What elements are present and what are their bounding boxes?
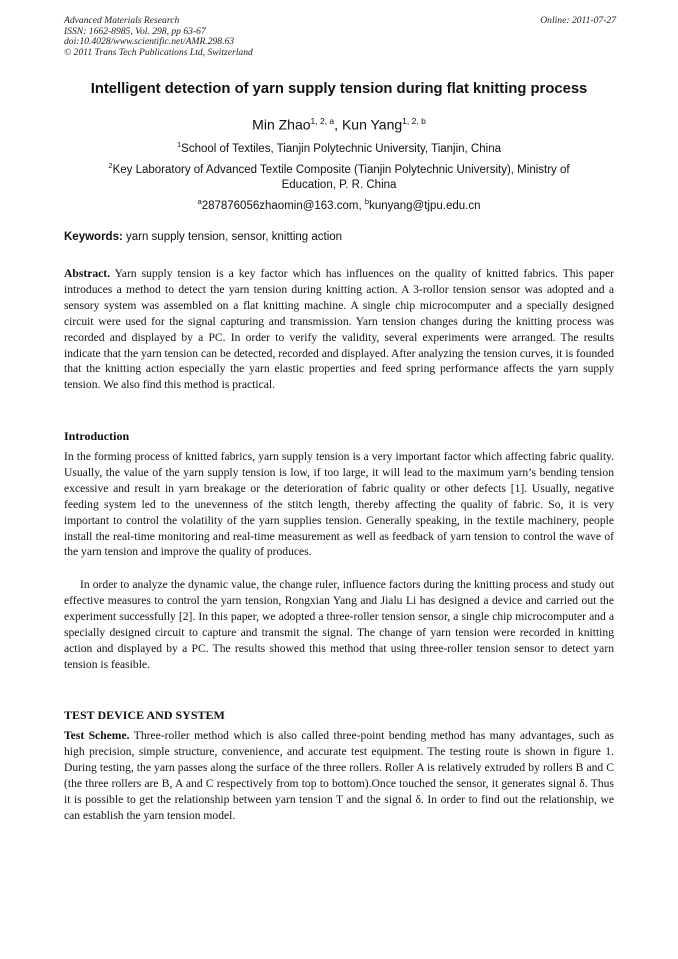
affiliation-2 xyxy=(80,158,598,193)
test-scheme-paragraph xyxy=(64,728,614,823)
test-scheme-text: Three-roller method which is also called three-point bending method has many advantages, such as high precision, simple structure, convenience, and accurate test equipment. The testing route is shown in figure 1. During testing, the yarn passes along the surface of the three rollers. Roller A is relatively extruded by rollers B and C (the three rollers are B, A and C respectively from top to bottom).Once touched the sensor, it generates signal δ. Thus it is possible to get the relationship between yarn tension T and the signal δ. In order to find out the relationship, we can establish the yarn tension model. xyxy=(64,729,615,822)
section-heading-introduction: Introduction xyxy=(64,429,130,443)
author-affil-sup: 1, 2, a xyxy=(310,116,335,126)
email-address: 287876056zhaomin@163.com, xyxy=(201,199,365,212)
test-scheme-label: Test Scheme. xyxy=(64,729,130,742)
issn-line: ISSN: 1662-8985, Vol. 298, pp 63-67 xyxy=(64,25,206,37)
email-sup: a xyxy=(197,197,202,206)
email-sup: b xyxy=(364,197,370,206)
keywords-line xyxy=(64,230,624,245)
keywords-text: yarn supply tension, sensor, knitting action xyxy=(122,231,343,243)
journal-name: Advanced Materials Research xyxy=(64,15,180,26)
affiliation-text: School of Textiles, Tianjin Polytechnic University, Tianjin, China xyxy=(181,142,501,155)
journal-header xyxy=(64,16,616,58)
section-heading-test-device: TEST DEVICE AND SYSTEM xyxy=(64,708,225,722)
affiliation-sup: 1 xyxy=(177,140,182,149)
keywords-label: Keywords: xyxy=(64,231,123,243)
email-line xyxy=(80,194,598,214)
affiliation-sup: 2 xyxy=(108,161,113,170)
doi-line: doi:10.4028/www.scientific.net/AMR.298.63 xyxy=(64,36,235,48)
author-affil-sup: 1, 2, b xyxy=(402,116,426,126)
introduction-paragraph-1: In the forming process of knitted fabrics, yarn supply tension is a very important factor which affecting fabric quality. Usually, the value of the yarn supply tension is low, if too large, it will lead to the maximum yarn’s bending tension excessive and result in yarn breakage or the deterioration of fabric quality or other defects [1]. Usually, negative feeding system led to the unevenness of the stitch length, thereby affecting the quality of fabric. So, it is very important to control the volatility of the yarn supplies tension. Generally speaking, in the textile machinery, people install the real-time monitoring and real-time measurement as well as feedback of yarn tension to control the wave of the yarn tension and improve the quality of produces. xyxy=(64,450,614,559)
author-separator: , xyxy=(334,116,342,133)
author-line xyxy=(40,112,638,134)
author-name: Kun Yang xyxy=(341,116,403,133)
author-name: Min Zhao xyxy=(252,116,311,133)
introduction-paragraph-2: In order to analyze the dynamic value, the change ruler, influence factors during the knitting process and study out effective measures to control the yarn tension, Rongxian Yang and Jialu Li has designed a device and carried out the experiment successfully [2]. In this paper, we adopted a three-roller tension sensor, a single chip microcomputer and a specially designed circuit to capture and transmit the signal. The change of yarn tension were recorded in knitting action and displayed by a PC. The results showed this method that using three-roller tension sensor to detect yarn tension is feasible. xyxy=(64,578,614,671)
paper-title: Intelligent detection of yarn supply tension during flat knitting process xyxy=(90,81,588,97)
abstract-paragraph xyxy=(64,266,614,393)
online-date: Online: 2011-07-27 xyxy=(540,15,616,26)
email-address: kunyang@tjpu.edu.cn xyxy=(369,199,481,212)
affiliation-1 xyxy=(80,137,598,157)
abstract-label: Abstract. xyxy=(64,267,111,280)
affiliation-text: Key Laboratory of Advanced Textile Composite (Tianjin Polytechnic University), Ministry of Education, P. R. China xyxy=(112,163,570,191)
abstract-text: Yarn supply tension is a key factor which has influences on the quality of knitted fabrics. This paper introduces a method to detect the yarn tension during knitting action. A 3-rollor tension sensor was adopted and a sensory system was assembled on a flat knitting machine. A single chip microcomputer and a specially designed circuit were used for the signal capturing and transmission. Yarn tension changes during the knitting process was recorded and displayed by a PC. In order to verify the validity, several experiments were arranged. The results indicate that the yarn tension can be detected, recorded and displayed. After analyzing the tension curves, it is founded that the knitting action especially the yarn elastic properties and feed spring performance affects the yarn supply tension. We also find this method is practical. xyxy=(64,267,614,392)
copyright-line: © 2011 Trans Tech Publications Ltd, Switzerland xyxy=(64,46,253,58)
